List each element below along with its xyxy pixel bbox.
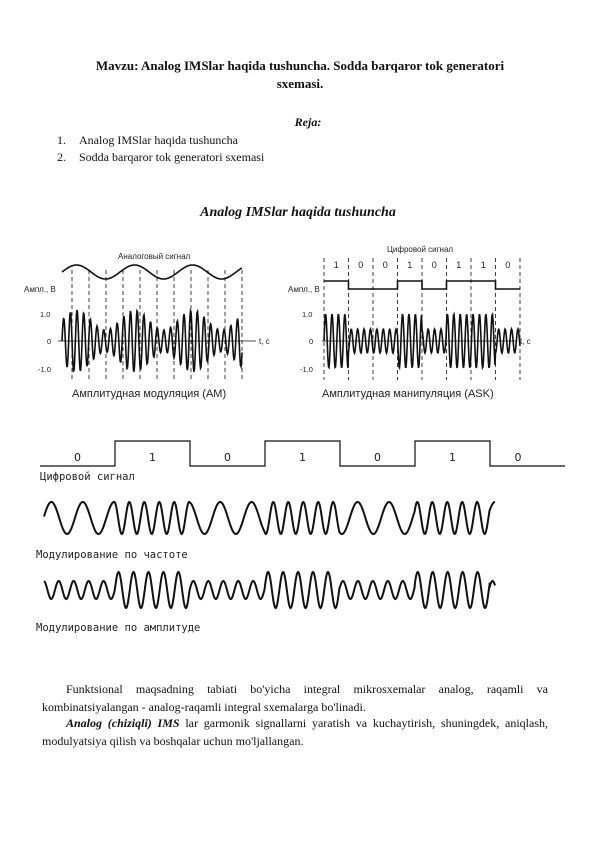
am-caption: Амплитудная модуляция (AM) (72, 388, 227, 400)
fm-bit-label: 1 (299, 451, 306, 464)
am-dashed-gridlines (72, 270, 242, 380)
ask-tick-label: -1.0 (300, 365, 313, 374)
section-title-text: Analog IMSlar haqida tushuncha (200, 205, 396, 220)
ask-caption: Амплитудная манипуляция (ASK) (322, 388, 494, 400)
fm-label-digital: Цифровой сигнал (40, 471, 135, 483)
ask-tick-label: 1.0 (302, 310, 313, 319)
ask-bit-label: 1 (480, 260, 486, 270)
paragraph-2 (42, 714, 548, 750)
am-x-axis-label: t, c (259, 337, 270, 346)
am-tick-label: -1.0 (38, 365, 51, 374)
fm-amplitude-modulated-wave (44, 572, 495, 608)
am-figure (24, 252, 270, 400)
title-line-2: sxemasi. (276, 76, 324, 91)
ask-x-axis-label: t, c (520, 337, 531, 346)
am-y-axis-label: Ампл., В (24, 285, 56, 294)
fm-bit-label: 1 (149, 451, 156, 464)
ask-bit-label: 1 (333, 260, 339, 270)
fm-bit-label: 0 (224, 451, 231, 464)
plan-item-number: 1. (57, 133, 66, 147)
paragraph-1: Funktsional maqsadning tabiati bo'yicha integral mikrosxemalar analog, raqamli va kombinatsiyalangan - analog-raqamli integral sxemalarga bo'linadi. (42, 682, 548, 714)
fm-bit-label: 0 (514, 451, 522, 464)
fm-bit-label: 0 (374, 451, 381, 464)
plan-item-number: 2. (57, 150, 66, 164)
paragraph-2-rest: lar garmonik signallarni yaratish va kuchaytirish, shuningdek, aniqlash, modulyatsiya qilish va boshqalar uchun mo'ljallangan. (42, 716, 548, 748)
am-top-label: Аналоговый сигнал (118, 252, 191, 261)
fm-bit-label: 1 (449, 451, 456, 464)
ask-bit-label: 0 (358, 260, 364, 270)
ask-tick-label: 0 (309, 337, 314, 346)
ask-bit-label: 0 (382, 260, 388, 270)
ask-bit-label: 0 (431, 260, 437, 270)
fm-am-figure (40, 441, 565, 608)
ask-figure (288, 245, 531, 400)
plan-item-text: Sodda barqaror tok generatori sxemasi (79, 150, 265, 164)
ask-bit-label: 1 (456, 260, 462, 270)
title-line-1: Mavzu: Analog IMSlar haqida tushuncha. Sodda barqaror tok generatori (95, 58, 505, 73)
fm-label-amplitude: Модулирование по амплитуде (36, 622, 201, 634)
paragraph-2-bold: Analog (chiziqli) IMS (66, 716, 180, 730)
am-tick-label: 0 (47, 337, 52, 346)
fm-label-frequency: Модулирование по частоте (36, 549, 188, 561)
ask-bit-label: 0 (505, 260, 511, 270)
ask-y-axis-label: Ампл., В (288, 285, 320, 294)
am-tick-label: 1.0 (40, 310, 51, 319)
fm-frequency-modulated-wave (44, 502, 495, 534)
ask-bit-label: 1 (407, 260, 413, 270)
fm-bit-label: 0 (74, 451, 81, 464)
plan-heading-text: Reja: (294, 115, 322, 129)
ask-top-label: Цифровой сигнал (387, 245, 454, 254)
plan-item-text: Analog IMSlar haqida tushuncha (79, 133, 238, 147)
fm-bit-labels (74, 451, 522, 464)
